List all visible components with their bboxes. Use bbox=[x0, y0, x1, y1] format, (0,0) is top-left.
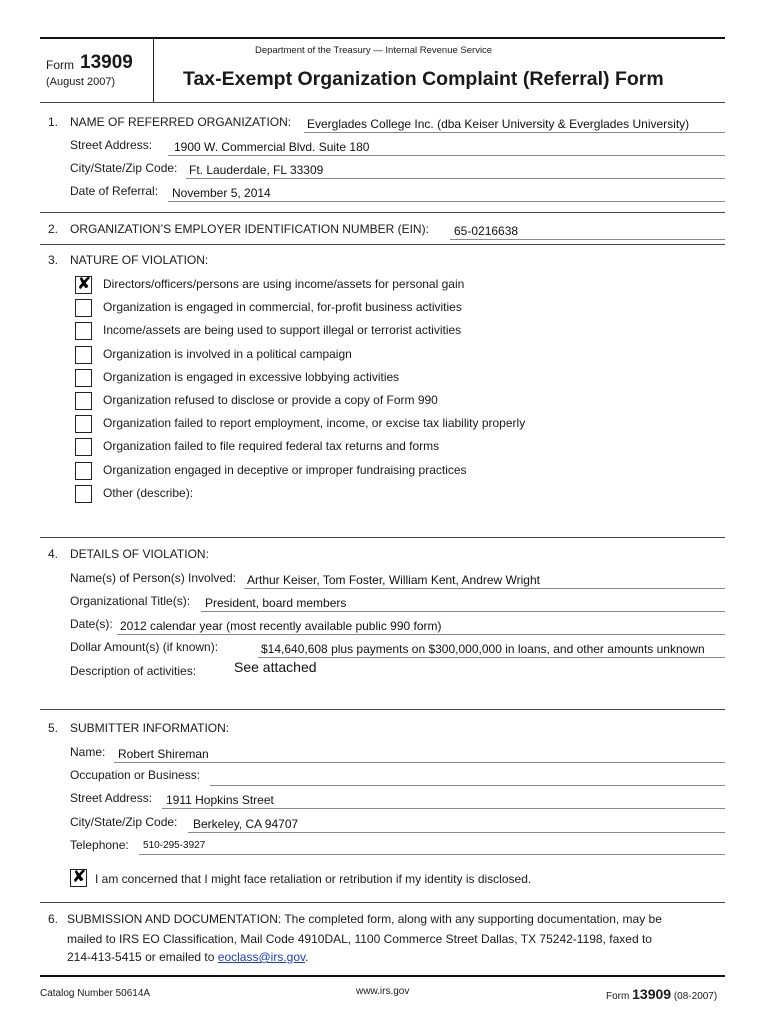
telephone-label: Telephone: bbox=[70, 838, 129, 852]
catalog-number: Catalog Number 50614A bbox=[40, 988, 151, 999]
violation-option-label: Organization is engaged in commercial, for-profit business activities bbox=[103, 300, 462, 314]
section1-num: 1. bbox=[48, 115, 59, 129]
footer-form-rev: (08-2007) bbox=[673, 991, 718, 1002]
submitter-name-value[interactable]: Robert Shireman bbox=[118, 747, 209, 761]
section-divider bbox=[40, 537, 725, 538]
violation-checkbox[interactable] bbox=[75, 369, 92, 387]
ein-label: ORGANIZATION’S EMPLOYER IDENTIFICATION NUMBER (EIN): bbox=[70, 222, 429, 236]
section3-num: 3. bbox=[48, 253, 59, 267]
dates-line bbox=[117, 634, 725, 635]
telephone-value[interactable]: 510-295-3927 bbox=[143, 840, 206, 851]
email-link[interactable]: eoclass@irs.gov bbox=[217, 950, 306, 964]
form-word: Form bbox=[46, 58, 74, 72]
submitter-city-line bbox=[188, 832, 725, 833]
titles-label: Organizational Title(s): bbox=[70, 594, 191, 608]
violation-checkbox[interactable] bbox=[75, 299, 92, 317]
telephone-line bbox=[139, 854, 725, 855]
org-street-line bbox=[168, 155, 725, 156]
titles-line bbox=[201, 611, 725, 612]
violation-option-label: Organization is involved in a political campaign bbox=[103, 347, 352, 361]
section-divider bbox=[40, 212, 725, 213]
section4-num: 4. bbox=[48, 547, 59, 561]
submitter-street-label: Street Address: bbox=[70, 791, 153, 805]
footer-form-id bbox=[606, 986, 717, 1002]
submitter-street-line bbox=[162, 808, 725, 809]
submitter-name-line bbox=[114, 762, 725, 763]
ein-line bbox=[450, 239, 725, 240]
page-title: Tax-Exempt Organization Complaint (Referral) Form bbox=[183, 68, 664, 90]
violation-checkbox[interactable] bbox=[75, 276, 92, 294]
details-label: DETAILS OF VIOLATION: bbox=[70, 547, 209, 561]
org-street-label: Street Address: bbox=[70, 138, 153, 152]
org-name-line bbox=[304, 132, 725, 133]
submitter-name-label: Name: bbox=[70, 745, 106, 759]
submitter-city-label: City/State/Zip Code: bbox=[70, 815, 178, 829]
violation-option-label: Organization failed to file required federal tax returns and forms bbox=[103, 439, 440, 453]
violation-option-label: Other (describe): bbox=[103, 486, 194, 500]
org-name-label: NAME OF REFERRED ORGANIZATION: bbox=[70, 115, 292, 129]
header-bottom-rule bbox=[40, 102, 725, 103]
titles-value[interactable]: President, board members bbox=[205, 596, 347, 610]
violation-label: NATURE OF VIOLATION: bbox=[70, 253, 209, 267]
occupation-label: Occupation or Business: bbox=[70, 768, 201, 782]
violation-checkbox[interactable] bbox=[75, 322, 92, 340]
footer-form-number: 13909 bbox=[632, 986, 672, 1002]
submitter-street-value[interactable]: 1911 Hopkins Street bbox=[166, 793, 274, 807]
dates-label: Date(s): bbox=[70, 617, 113, 631]
referral-date-value[interactable]: November 5, 2014 bbox=[172, 186, 271, 200]
violation-checkbox[interactable] bbox=[75, 462, 92, 480]
section-divider bbox=[40, 709, 725, 710]
footer-form-word: Form bbox=[606, 991, 630, 1002]
persons-value[interactable]: Arthur Keiser, Tom Foster, William Kent, Andrew Wright bbox=[247, 573, 540, 587]
persons-line bbox=[244, 588, 725, 589]
submitter-label: SUBMITTER INFORMATION: bbox=[70, 721, 230, 735]
submission-line1: SUBMISSION AND DOCUMENTATION: The completed form, along with any supporting documentation, may be bbox=[67, 912, 662, 926]
referral-date-label: Date of Referral: bbox=[70, 184, 159, 198]
section2-num: 2. bbox=[48, 222, 59, 236]
submitter-city-value[interactable]: Berkeley, CA 94707 bbox=[193, 817, 299, 831]
org-city-value[interactable]: Ft. Lauderdale, FL 33309 bbox=[189, 163, 324, 177]
form-date: (August 2007) bbox=[46, 76, 116, 88]
referral-date-line bbox=[168, 201, 725, 202]
dollar-label: Dollar Amount(s) (if known): bbox=[70, 640, 219, 654]
submission-line3-post: . bbox=[305, 950, 309, 964]
violation-checkbox[interactable] bbox=[75, 415, 92, 433]
violation-option-label: Organization engaged in deceptive or improper fundraising practices bbox=[103, 463, 467, 477]
retaliation-concern-checkbox[interactable] bbox=[70, 869, 87, 887]
submission-line3 bbox=[67, 950, 308, 964]
dates-value[interactable]: 2012 calendar year (most recently available public 990 form) bbox=[120, 619, 442, 633]
section-divider bbox=[40, 244, 725, 245]
form-number: 13909 bbox=[80, 52, 133, 73]
description-value[interactable]: See attached bbox=[234, 659, 317, 675]
org-city-line bbox=[186, 178, 725, 179]
submission-line2: mailed to IRS EO Classification, Mail Code 4910DAL, 1100 Commerce Street Dallas, TX 75242-1198, faxed to bbox=[67, 932, 652, 946]
section6-num: 6. bbox=[48, 912, 59, 926]
violation-checkbox[interactable] bbox=[75, 485, 92, 503]
website: www.irs.gov bbox=[356, 986, 410, 997]
header-divider bbox=[153, 38, 154, 103]
retaliation-concern-text: I am concerned that I might face retaliation or retribution if my identity is disclosed. bbox=[95, 872, 532, 886]
violation-checkbox[interactable] bbox=[75, 438, 92, 456]
occupation-line bbox=[210, 785, 725, 786]
dollar-line bbox=[258, 657, 725, 658]
section-divider bbox=[40, 902, 725, 903]
org-name-value[interactable]: Everglades College Inc. (dba Keiser University & Everglades University) bbox=[307, 117, 690, 131]
org-city-label: City/State/Zip Code: bbox=[70, 161, 178, 175]
violation-option-label: Organization refused to disclose or provide a copy of Form 990 bbox=[103, 393, 438, 407]
violation-option-label: Organization failed to report employment, income, or excise tax liability properly bbox=[103, 416, 526, 430]
ein-value[interactable]: 65-0216638 bbox=[454, 224, 519, 238]
violation-checkbox[interactable] bbox=[75, 392, 92, 410]
violation-checkbox[interactable] bbox=[75, 346, 92, 364]
section5-num: 5. bbox=[48, 721, 59, 735]
org-street-value[interactable]: 1900 W. Commercial Blvd. Suite 180 bbox=[174, 140, 370, 154]
agency: Department of the Treasury — Internal Revenue Service bbox=[255, 45, 493, 56]
header-top-rule bbox=[40, 37, 725, 39]
description-label: Description of activities: bbox=[70, 664, 197, 678]
violation-option-label: Income/assets are being used to support illegal or terrorist activities bbox=[103, 323, 462, 337]
dollar-value[interactable]: $14,640,608 plus payments on $300,000,000 in loans, and other amounts unknown bbox=[261, 642, 705, 656]
violation-option-label: Directors/officers/persons are using income/assets for personal gain bbox=[103, 277, 465, 291]
footer-rule bbox=[40, 975, 725, 977]
submission-line3-pre: 214-413-5415 or emailed to bbox=[67, 950, 218, 964]
violation-option-label: Organization is engaged in excessive lobbying activities bbox=[103, 370, 400, 384]
persons-label: Name(s) of Person(s) Involved: bbox=[70, 571, 237, 585]
